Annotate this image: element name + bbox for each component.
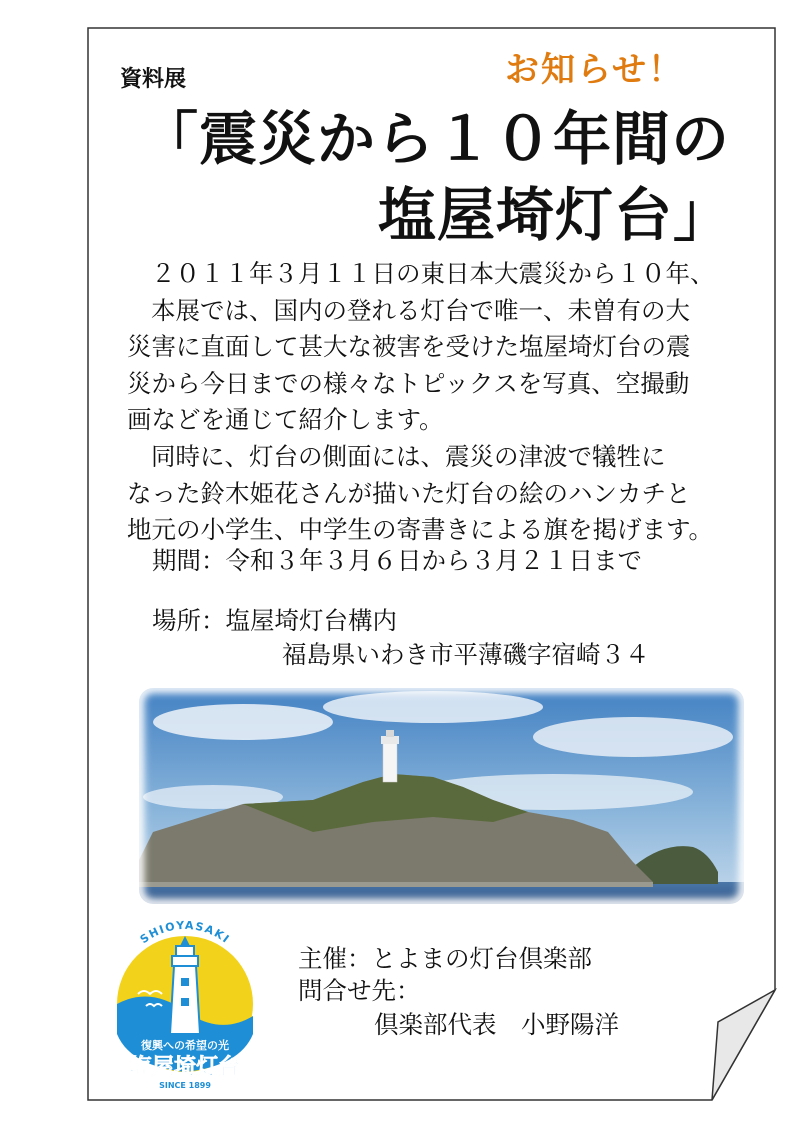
description-line: 災害に直面して甚大な被害を受けた塩屋埼灯台の震	[127, 332, 691, 362]
exhibition-place: 場所：塩屋埼灯台構内	[152, 606, 397, 635]
title-line-1: 「震災から１０年間の	[140, 105, 731, 173]
description-line: 画などを通じて紹介します。	[127, 405, 444, 435]
exhibition-address: 福島県いわき市平薄磯字宿崎３４	[282, 640, 650, 669]
logo-name: 塩屋埼灯台	[129, 1055, 241, 1080]
logo-slogan: 復興への希望の光	[141, 1039, 229, 1052]
shioyasaki-lighthouse-logo	[100, 916, 270, 1094]
description-line: 本展では、国内の登れる灯台で唯一、未曽有の大	[151, 295, 690, 325]
description-line: ２０１１年３月１１日の東日本大震災から１０年、	[151, 259, 715, 288]
description-line: なった鈴木姫花さんが描いた灯台の絵のハンカチと	[127, 478, 691, 508]
exhibition-type: 資料展	[120, 67, 187, 92]
representative: 倶楽部代表 小野陽洋	[374, 1010, 619, 1039]
logo-top-text: SHIOYASAKI	[137, 918, 233, 947]
contact-label: 問合せ先：	[298, 976, 421, 1005]
description-line: 同時に、灯台の側面には、震災の津波で犠牲に	[151, 441, 666, 471]
organizer: 主催：とよまの灯台倶楽部	[298, 944, 592, 973]
description	[127, 256, 747, 549]
description-line: 災から今日までの様々なトピックスを写真、空撮動	[127, 368, 690, 398]
title-line-2: 塩屋埼灯台」	[378, 181, 733, 249]
notice-label: お知らせ！	[505, 50, 684, 90]
exhibition-period: 期間：令和３年３月６日から３月２１日まで	[152, 546, 642, 575]
logo-since: SINCE 1899	[159, 1081, 211, 1090]
description-line: 地元の小学生、中学生の寄書きによる旗を掲げます。	[127, 515, 714, 545]
lighthouse-photo	[133, 682, 750, 910]
